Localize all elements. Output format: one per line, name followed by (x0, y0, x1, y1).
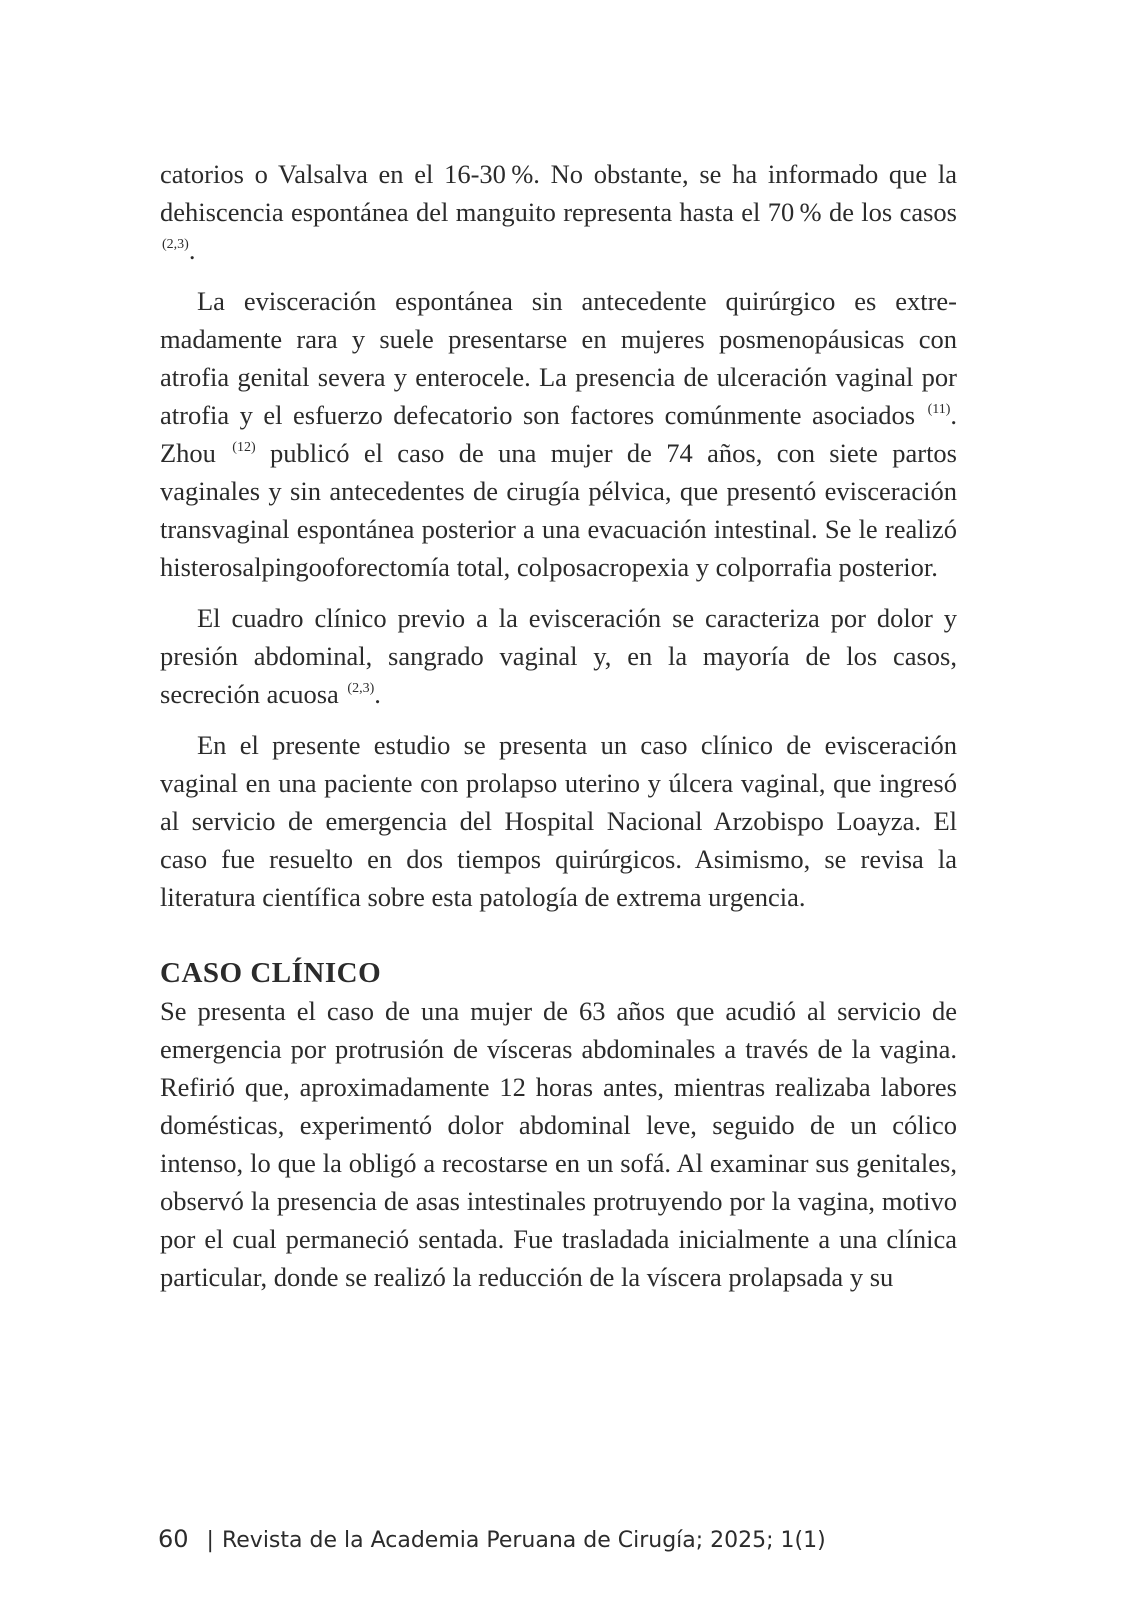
paragraph-text: La evisceración espontánea sin antecedente quirúrgico es extremadamente rara y suele presentarse en mujeres posmenopáusicas con atrofia genital severa y enterocele. La presencia de ulceración vaginal por atrofia y el esfuerzo defecatorio son factores comúnmente asociados (160, 286, 957, 430)
paragraph-4 (160, 726, 957, 916)
citation-ref: (2,3) (162, 237, 189, 252)
citation-ref: (2,3) (347, 681, 375, 696)
page-footer (158, 1525, 826, 1553)
paragraph-text: . Zhou (160, 400, 957, 468)
paragraph-text: En el presente estudio se presenta un caso clínico de evisceración vaginal en una paciente con prolapso uterino y úlcera vaginal, que ingresó al servicio de emergencia del Hospital Nacional Arzobispo Loayza. El caso fue resuelto en dos tiempos quirúrgicos. Asimismo, se revisa la literatura científica sobre esta patología de extrema urgencia. (160, 730, 957, 912)
paragraph-5 (160, 992, 957, 1296)
page-number: 60 (158, 1525, 189, 1553)
citation-ref: (11) (927, 402, 951, 417)
article-body (160, 155, 957, 1309)
citation-ref: (12) (232, 440, 256, 455)
paragraph-text: El cuadro clínico previo a la evisceración se caracteriza por dolor y presión abdominal, sangrado vaginal y, en la mayoría de los casos, secreción acuosa (160, 603, 957, 709)
paragraph-3 (160, 599, 957, 713)
section-heading: CASO CLÍNICO (160, 957, 382, 989)
paragraph-text: . (188, 235, 196, 265)
paragraph-1 (160, 155, 957, 269)
footer-separator: | (206, 1528, 214, 1553)
paragraph-text: catorios o Valsalva en el 16-30 %. No obstante, se ha informado que la dehiscencia espontánea del manguito representa hasta el 70 % de los casos (160, 159, 957, 227)
paragraph-text: publicó el caso de una mujer de 74 años, con siete partos vaginales y sin antecedentes de cirugía pélvica, que presentó evisceración transvaginal espontánea posterior a una evacuación intestinal. Se le realizó histerosalpingooforectomía total, colposacropexia y colporrafia posterior. (160, 438, 957, 582)
paragraph-2 (160, 282, 957, 586)
paragraph-text: . (374, 679, 381, 709)
journal-citation: Revista de la Academia Peruana de Cirugía; 2025; 1(1) (221, 1528, 826, 1553)
paragraph-text: Se presenta el caso de una mujer de 63 años que acudió al servicio de emergencia por protrusión de vísceras abdominales a través de la vagina. Refirió que, aproximadamente 12 horas antes, mientras realizaba labores domésticas, experimentó dolor abdominal leve, seguido de un cólico intenso, lo que la obligó a recostarse en un sofá. Al examinar sus genitales, observó la presencia de asas intestinales protruyendo por la vagina, motivo por el cual permaneció sentada. Fue trasladada inicialmente a una clínica particular, donde se realizó la reducción de la víscera prolapsada y su (160, 996, 957, 1292)
